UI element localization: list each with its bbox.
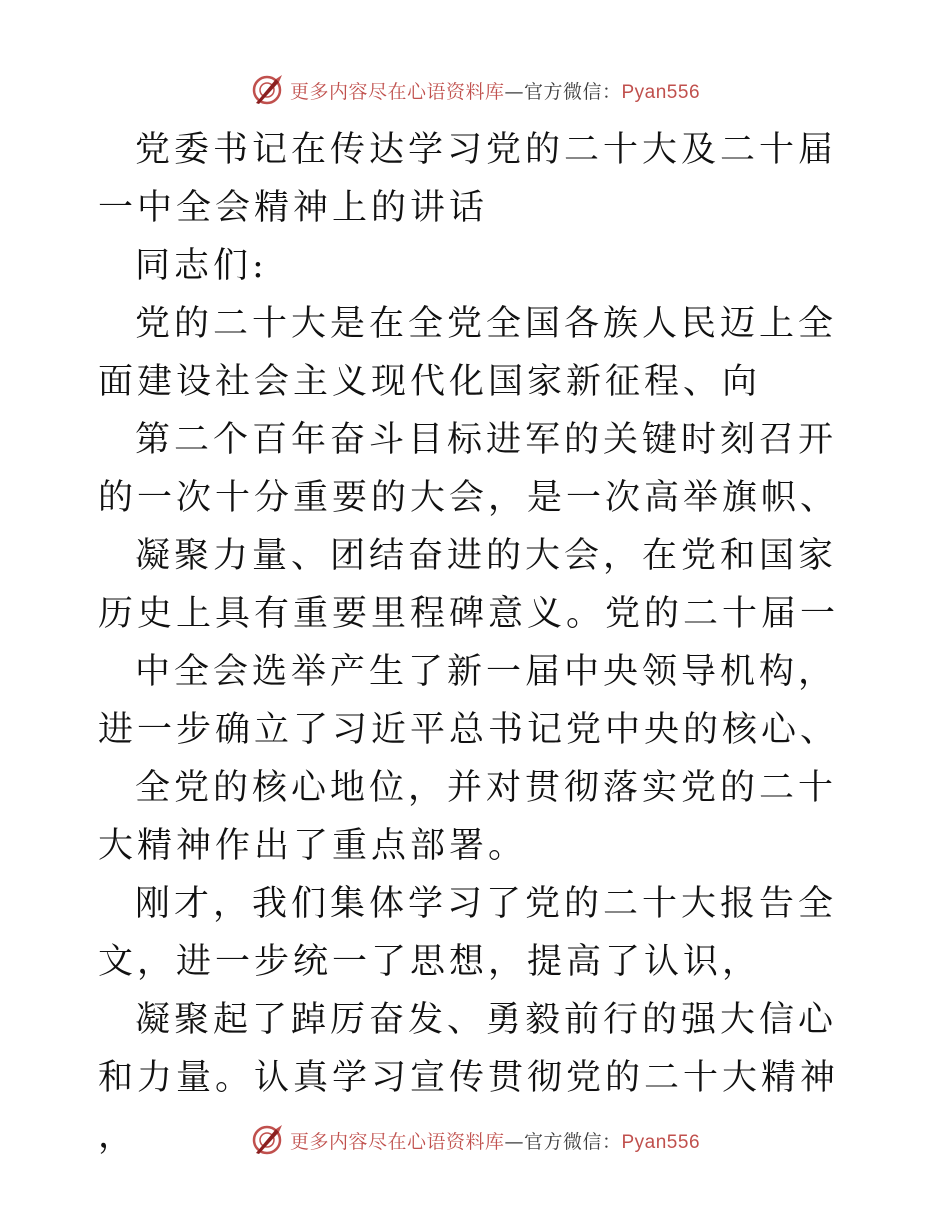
document-title: 党委书记在传达学习党的二十大及二十届一中全会精神上的讲话: [98, 130, 838, 228]
body-paragraph: 凝聚力量、团结奋进的大会，在党和国家历史上具有重要里程碑意义。党的二十届一: [98, 536, 840, 634]
body-paragraph: 党的二十大是在全党全国各族人民迈上全面建设社会主义现代化国家新征程、向: [98, 304, 838, 402]
footer-official-text: 官方微信：: [523, 1130, 622, 1153]
document-body: [98, 121, 858, 1165]
footer-separator: —: [504, 1130, 524, 1153]
footer-watermark-banner: [0, 1120, 950, 1160]
footer-banner-text: [290, 1127, 700, 1154]
body-paragraph: 刚才，我们集体学习了党的二十大报告全文，进一步统一了思想，提高了认识，: [98, 884, 838, 982]
body-paragraph: 凝聚起了踔厉奋发、勇毅前行的强大信心和力量。认真学习宣传贯彻党的二十大精神 ，: [98, 1000, 840, 1156]
header-wechat-id: Pyan556: [621, 81, 701, 103]
footer-brand-text: 更多内容尽在心语资料库: [289, 1130, 505, 1153]
header-brand-text: 更多内容尽在心语资料库: [289, 80, 505, 103]
footer-wechat-id: Pyan556: [621, 1131, 701, 1153]
quill-logo-icon: [250, 1123, 284, 1157]
body-paragraph: 第二个百年奋斗目标进军的关键时刻召开的一次十分重要的大会，是一次高举旗帜、: [98, 420, 840, 518]
header-banner-text: [290, 77, 700, 104]
header-official-text: 官方微信：: [523, 80, 622, 103]
header-separator: —: [504, 80, 524, 103]
salutation: 同志们:: [135, 246, 268, 286]
body-paragraph: 中全会选举产生了新一届中央领导机构，进一步确立了习近平总书记党中央的核心、: [98, 652, 840, 750]
quill-logo-icon: [250, 73, 284, 107]
header-watermark-banner: [0, 70, 950, 110]
body-paragraph: 全党的核心地位，并对贯彻落实党的二十大精神作出了重点部署。: [98, 768, 838, 866]
